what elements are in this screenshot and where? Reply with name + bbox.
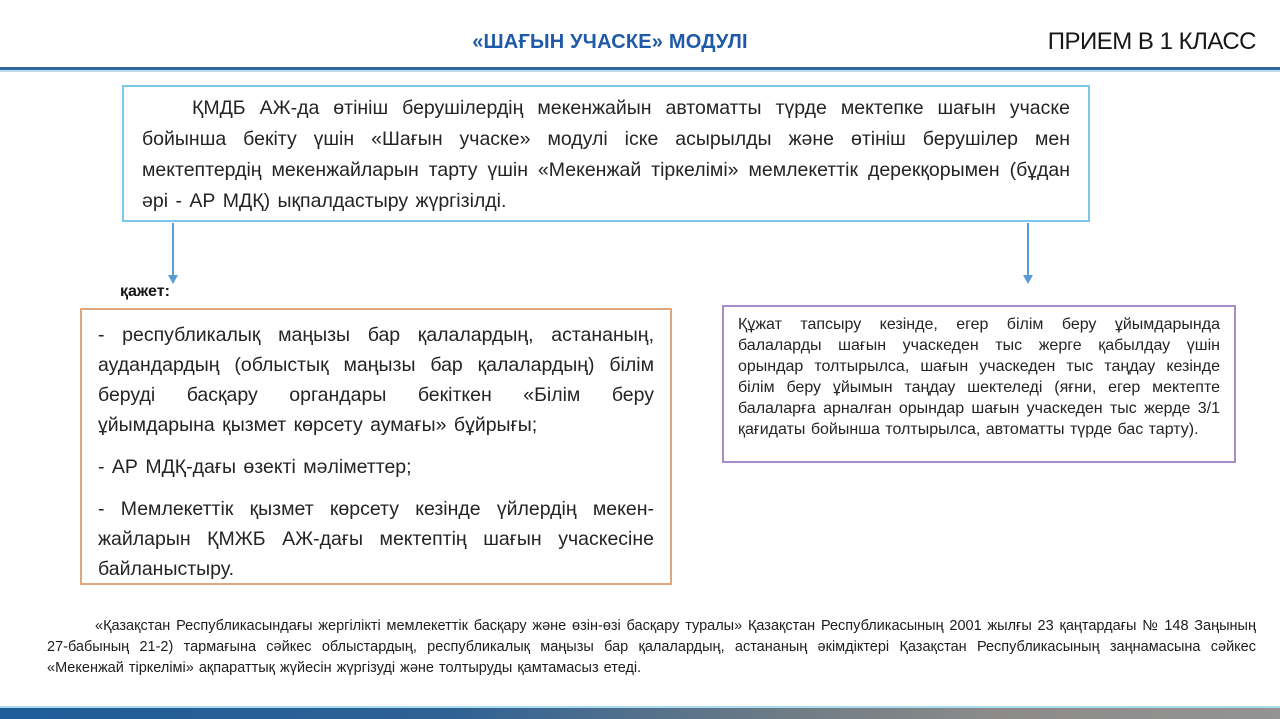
note-box: [722, 305, 1236, 463]
page-title: «ШАҒЫН УЧАСКЕ» МОДУЛІ: [472, 31, 748, 53]
intro-box: [122, 85, 1090, 222]
requirement-item: - республикалық маңызы бар қалалардың, астананың, аудандардың (облыстық маңызы бар қалалардың) білім беруді басқару органдары бекіткен «Білім беру ұйымдарына қызмет көрсету аумағы» бұйрығы;: [98, 324, 654, 436]
requirements-box: [80, 308, 672, 585]
footer-bar: [0, 706, 1280, 719]
intro-text: ҚМДБ АЖ-да өтініш берушілердің мекенжайын автоматты түрде мектепке шағын учаске бойынша бекіту үшін «Шағын учаске» модулі іске асырылды және өтініш берушілер мен мектептердің мекенжайларын тарту үшін «Мекенжай тіркелімі» мемлекеттік дерекқорымен (бұдан әрі - АР МДҚ) ықпалдастыру жүргізілді.: [142, 97, 1070, 212]
note-text: Құжат тапсыру кезінде, егер білім беру ұйымдарында балаларды шағын учаскеден тыс жерге қабылдау үшін орындар толтырылса, шағын учаскеден тыс таңдау кезінде білім беру ұйымын таңдау шектеледі (яғни, егер мектепте балаларға арналған орындар шағын учаскеден тыс жерде 3/1 қағидаты бойынша толтырылса, автоматты түрде бас тарту).: [738, 316, 1220, 438]
requirement-item: - Мемлекеттік қызмет көрсету кезінде үйлердің мекен-жайларын ҚМЖБ АЖ-дағы мектептің шағын учаскесіне байланыстыру.: [98, 498, 654, 580]
down-arrow-left-icon: [172, 223, 174, 275]
footnote: [47, 616, 1256, 679]
footnote-text: «Қазақстан Республикасындағы жергілікті мемлекеттік басқару және өзін-өзі басқару туралы» Қазақстан Республикасының 2001 жылғы 23 қаңтардағы № 148 Заңының 27-бабының 21-2) тармағына сәйкес облыстардың, республикалық маңызы бар қалалардың, астананың әкімдіктері Қазақстан Республикасының заңнамасына сәйкес «Мекенжай тіркелімі» ақпараттық жүйесін жүргізуді және толтыруды қамтамасыз етеді.: [47, 618, 1256, 676]
requirement-item: - АР МДҚ-дағы өзекті мәліметтер;: [98, 456, 412, 478]
down-arrow-right-icon: [1027, 223, 1029, 275]
header-right-label: ПРИЕМ В 1 КЛАСС: [1047, 28, 1256, 55]
required-label: қажет:: [120, 283, 170, 300]
header-divider: [0, 67, 1280, 72]
